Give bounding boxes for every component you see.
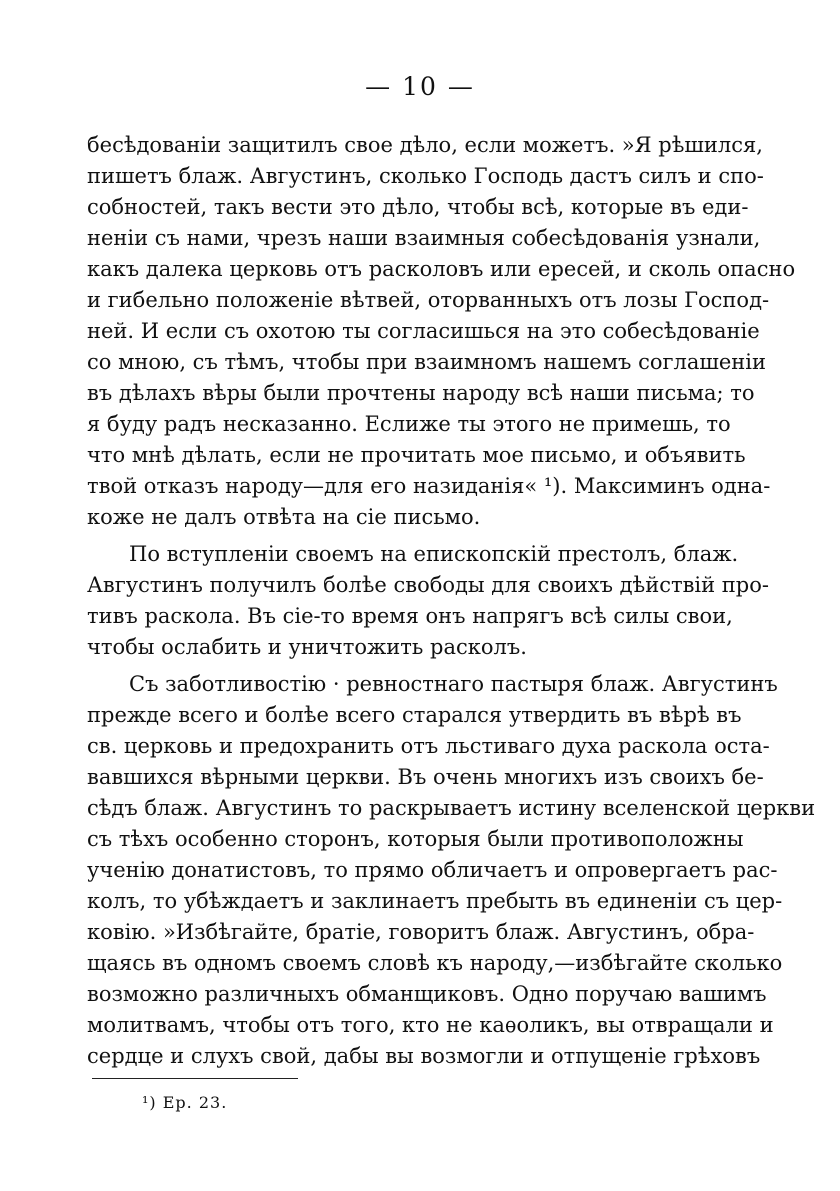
text-line: со мною, съ тѣмъ, чтобы при взаимномъ нашемъ соглашеніи <box>87 350 767 374</box>
text-line: ученію донатистовъ, то прямо обличаетъ и опровергаетъ рас- <box>87 858 778 882</box>
text-line: сердце и слухъ свой, дабы вы возмогли и отпущеніе грѣховъ <box>87 1044 761 1068</box>
text-line: собностей, такъ вести это дѣло, чтобы всѣ, которые въ еди- <box>87 195 749 219</box>
text-line: По вступленіи своемъ на епископскій престолъ, блаж. <box>129 542 739 566</box>
text-line: молитвамъ, чтобы отъ того, кто не каѳоликъ, вы отвращали и <box>87 1013 774 1037</box>
text-line: какъ далека церковь отъ расколовъ или ересей, и сколь опасно <box>87 257 796 281</box>
text-line: бесѣдованіи защитилъ свое дѣло, если можетъ. »Я рѣшился, <box>87 133 763 157</box>
text-line: тивъ раскола. Въ сіе-то время онъ напрягъ всѣ силы свои, <box>87 604 733 628</box>
footnote: ¹) Ep. 23. <box>142 1093 228 1112</box>
text-line: возможно различныхъ обманщиковъ. Одно поручаю вашимъ <box>87 982 767 1006</box>
body-text <box>87 130 816 1072</box>
text-line: Съ заботливостію · ревностнаго пастыря блаж. Августинъ <box>129 672 778 696</box>
page-number: — 10 — <box>365 72 475 101</box>
text-line: съ тѣхъ особенно сторонъ, которыя были противоположны <box>87 827 744 851</box>
text-line: св. церковь и предохранить отъ льстиваго духа раскола оста- <box>87 734 770 758</box>
text-line: сѣдъ блаж. Августинъ то раскрываетъ истину вселенской церкви <box>87 796 816 820</box>
text-line: и гибельно положеніе вѣтвей, оторванныхъ отъ лозы Господ- <box>87 288 770 312</box>
text-line: я буду радъ несказанно. Еслиже ты этого не примешь, то <box>87 412 731 436</box>
text-line: что мнѣ дѣлать, если не прочитать мое письмо, и объявить <box>87 443 746 467</box>
text-line: пишетъ блаж. Августинъ, сколько Господь дастъ силъ и спо- <box>87 164 764 188</box>
text-line: твой отказъ народу—для его назиданія« ¹). Максиминъ однa- <box>87 474 771 498</box>
text-line: коже не далъ отвѣта на сіе письмо. <box>87 505 481 529</box>
text-line: прежде всего и болѣе всего старался утвердить въ вѣрѣ въ <box>87 703 742 727</box>
text-line: Августинъ получилъ болѣе свободы для своихъ дѣйствій про- <box>87 573 769 597</box>
text-line: неніи съ нами, чрезъ наши взаимныя собесѣдованія узнали, <box>87 226 761 250</box>
text-line: щаясь въ одномъ своемъ словѣ къ народу,—избѣгайте сколько <box>87 951 783 975</box>
text-line: колъ, то убѣждаетъ и заклинаетъ пребыть въ единеніи съ цер- <box>87 889 783 913</box>
text-line: вавшихся вѣрными церкви. Въ очень многихъ изъ своихъ бе- <box>87 765 764 789</box>
footnote-divider <box>92 1078 298 1079</box>
text-line: ковію. »Избѣгайте, братіе, говоритъ блаж. Августинъ, обра- <box>87 920 755 944</box>
text-line: ней. И если съ охотою ты согласишься на это собесѣдованіе <box>87 319 760 343</box>
text-line: въ дѣлахъ вѣры были прочтены народу всѣ наши письма; то <box>87 381 755 405</box>
text-line: чтобы ослабить и уничтожить расколъ. <box>87 635 527 659</box>
